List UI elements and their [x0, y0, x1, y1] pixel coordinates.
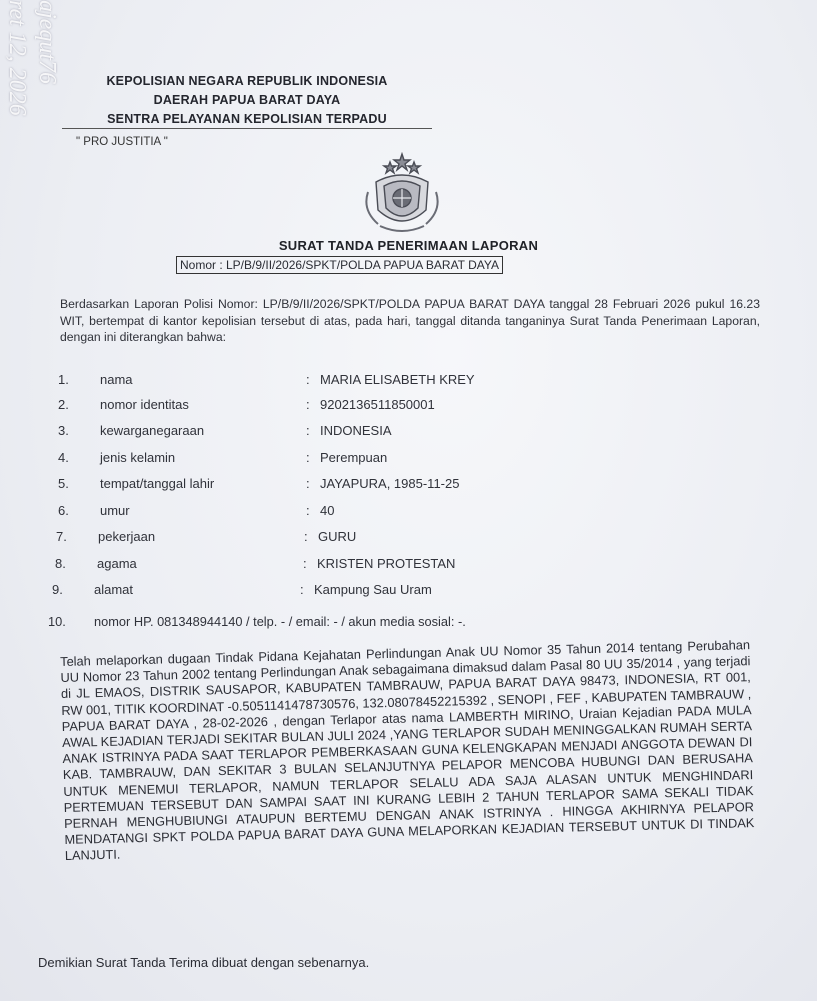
field-separator: :	[306, 450, 310, 465]
field-number: 7.	[56, 529, 67, 544]
field-number: 8.	[55, 556, 66, 571]
field-value: KRISTEN PROTESTAN	[317, 556, 456, 571]
field-number: 10.	[48, 614, 66, 629]
field-number: 1.	[58, 372, 69, 387]
field-number: 9.	[52, 582, 63, 597]
field-value: Kampung Sau Uram	[314, 582, 432, 597]
field-value: JAYAPURA, 1985-11-25	[320, 476, 460, 491]
field-number: 2.	[58, 397, 69, 412]
letterhead	[62, 72, 432, 129]
field-label: nomor identitas	[100, 397, 189, 412]
field-separator: :	[306, 423, 310, 438]
field-label: agama	[97, 556, 137, 571]
letterhead-line-1: KEPOLISIAN NEGARA REPUBLIK INDONESIA	[106, 74, 388, 88]
field-label: pekerjaan	[98, 529, 156, 544]
field-label: jenis kelamin	[100, 450, 176, 465]
field-label: kewarganegaraan	[100, 423, 205, 438]
field-separator: :	[300, 582, 304, 597]
document-title: SURAT TANDA PENERIMAAN LAPORAN	[278, 238, 539, 253]
letterhead-line-2: DAERAH PAPUA BARAT DAYA	[153, 93, 341, 107]
field-number: 5.	[58, 476, 69, 491]
field-label: umur	[100, 503, 130, 518]
field-label: tempat/tanggal lahir	[100, 476, 215, 491]
field-value: GURU	[318, 529, 357, 544]
watermark-line-1: ajequt76	[34, 0, 60, 84]
watermark-line-2: ret 12, 2026	[4, 0, 30, 116]
field-value: 9202136511850001	[320, 397, 435, 412]
intro-paragraph: Berdasarkan Laporan Polisi Nomor: LP/B/9/II/2026/SPKT/POLDA PAPUA BARAT DAYA tanggal 28 Februari 2026 pukul 16.23 WIT, bertempat di kantor kepolisian tersebut di atas, pada hari, tanggal ditanda tanganinya Surat Tanda Penerimaan Laporan, dengan ini diterangkan bahwa:	[60, 297, 760, 344]
field-value: INDONESIA	[320, 423, 392, 438]
field-separator: :	[306, 397, 310, 412]
field-contact-text: nomor HP. 081348944140 / telp. - / email: - / akun media sosial: -.	[94, 614, 466, 629]
field-label: alamat	[94, 582, 134, 597]
field-separator: :	[306, 476, 310, 491]
field-separator: :	[306, 372, 310, 387]
police-emblem-icon	[356, 152, 448, 236]
field-value: Perempuan	[320, 450, 388, 465]
closing-statement: Demikian Surat Tanda Terima dibuat dengan sebenarnya.	[38, 955, 370, 970]
pro-justitia: " PRO JUSTITIA "	[76, 136, 168, 148]
field-separator: :	[303, 556, 307, 571]
field-row-contact	[48, 614, 466, 629]
field-separator: :	[304, 529, 308, 544]
document-number: Nomor : LP/B/9/II/2026/SPKT/POLDA PAPUA BARAT DAYA	[176, 256, 503, 274]
report-body: Telah melaporkan dugaan Tindak Pidana Kejahatan Perlindungan Anak UU Nomor 35 Tahun 2014 tentang Perubahan UU Nomor 23 Tahun 2002 tentang Perlindungan Anak sebagaimana dimaksud dalam Pasal 80 UU 35/2014 , yang terjadi di JL EMAOS, DISTRIK SAUSAPOR, KABUPATEN TAMBRAUW, PAPUA BARAT DAYA 98473, INDONESIA, RT 001, RW 001, TITIK KOORDINAT -0.5051141478730576, 132.08078452215392 , SENOPI , FEF , KABUPATEN TAMBRAUW , PAPUA BARAT DAYA , 28-02-2026 , dengan Terlapor atas nama LAMBERTH MIRINO, Uraian Kejadian PADA MULA AWAL KEJADIAN TERJADI SEKITAR BULAN JULI 2024 ,YANG TERLAPOR SUDAH MENINGGALKAN RUMAH SERTA ANAK ISTRINYA PADA SAAT TERLAPOR PEMBERKASAAN GUNA KELENGKAPAN MENJADI ANGGOTA DEWAN DI KAB. TAMBRAUW, DAN SEKITAR 3 BULAN SELANJUTNYA PELAPOR MENCOBA HUBUNGI DAN BERUSAHA UNTUK MENEMUI TERLAPOR, NAMUN TERLAPOR SELALU ADA SAJA ALASAN UNTUK MENGHINDARI PERTEMUAN TERSEBUT DAN SAMPAI SAAT INI KURANG LEBIH 2 TAHUN TERLAPOR SAMA SEKALI TIDAK PERNAH MENGHUBIUNGI ATAUPUN BERTEMU DENGAN ANAK ISTRINYA . HINGGA AKHIRNYA PELAPOR MENDATANGI SPKT POLDA PAPUA BARAT DAYA GUNA MELAPORKAN KEJADIAN TERSEBUT UNTUK DI TINDAK LANJUTI.	[60, 637, 755, 864]
field-label: nama	[100, 372, 133, 387]
field-number: 4.	[58, 450, 69, 465]
field-separator: :	[306, 503, 310, 518]
field-value: 40	[320, 503, 335, 518]
field-number: 6.	[58, 503, 69, 518]
letterhead-rule	[62, 128, 432, 129]
letterhead-line-3: SENTRA PELAYANAN KEPOLISIAN TERPADU	[107, 112, 387, 126]
watermark	[2, 0, 62, 180]
field-number: 3.	[58, 423, 69, 438]
field-value: MARIA ELISABETH KREY	[320, 372, 475, 387]
